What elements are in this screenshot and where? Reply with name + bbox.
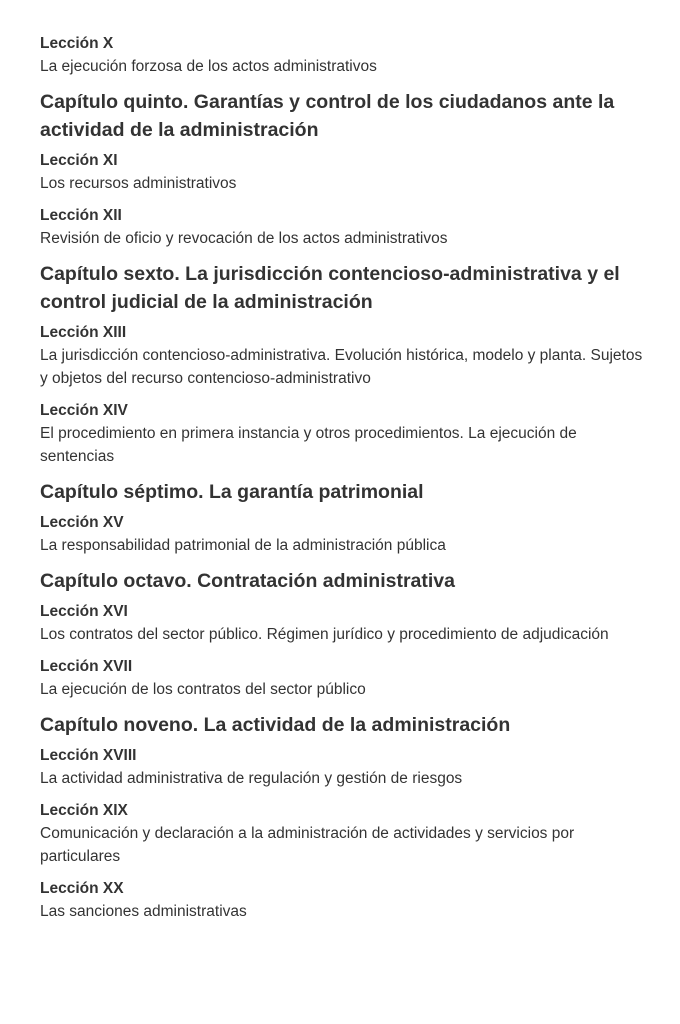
lesson-entry (40, 150, 650, 195)
lesson-title: Lección XVII (40, 658, 133, 675)
chapter-title: Capítulo quinto. Garantías y control de los ciudadanos ante la actividad de la administración (40, 91, 615, 141)
lesson-title: Lección XIV (40, 402, 128, 419)
lesson-description: El procedimiento en primera instancia y otros procedimientos. La ejecución de sentencias (40, 425, 577, 465)
lesson-entry (40, 878, 650, 923)
lesson-description: La actividad administrativa de regulación y gestión de riesgos (40, 770, 463, 787)
lesson-entry (40, 33, 650, 78)
lesson-description: La ejecución forzosa de los actos administrativos (40, 58, 377, 75)
lesson-entry (40, 400, 650, 468)
chapter-title: Capítulo séptimo. La garantía patrimonial (40, 481, 424, 503)
chapter-title: Capítulo noveno. La actividad de la administración (40, 714, 511, 736)
lesson-description: Los contratos del sector público. Régimen jurídico y procedimiento de adjudicación (40, 626, 609, 643)
lesson-title: Lección XIX (40, 802, 128, 819)
lesson-title: Lección XII (40, 207, 122, 224)
lesson-entry (40, 512, 650, 557)
chapter-title: Capítulo sexto. La jurisdicción contencioso-administrativa y el control judicial de la administración (40, 263, 620, 313)
lesson-title: Lección XX (40, 880, 124, 897)
lesson-description: La ejecución de los contratos del sector público (40, 681, 366, 698)
lesson-title: Lección XIII (40, 324, 127, 341)
chapter-title: Capítulo octavo. Contratación administrativa (40, 570, 455, 592)
lesson-entry (40, 322, 650, 390)
lesson-entry (40, 745, 650, 790)
lesson-description: Las sanciones administrativas (40, 903, 247, 920)
lesson-description: La responsabilidad patrimonial de la administración pública (40, 537, 446, 554)
lesson-description: La jurisdicción contencioso-administrativa. Evolución histórica, modelo y planta. Sujetos y objetos del recurso contencioso-administrativo (40, 347, 643, 387)
lesson-title: Lección X (40, 35, 114, 52)
lesson-entry (40, 601, 650, 646)
lesson-title: Lección XI (40, 152, 118, 169)
lesson-title: Lección XVIII (40, 747, 137, 764)
lesson-entry (40, 205, 650, 250)
lesson-entry (40, 800, 650, 868)
lesson-title: Lección XV (40, 514, 124, 531)
lesson-description: Revisión de oficio y revocación de los actos administrativos (40, 230, 448, 247)
lesson-description: Comunicación y declaración a la administración de actividades y servicios por particulares (40, 825, 575, 865)
lesson-entry (40, 656, 650, 701)
lesson-description: Los recursos administrativos (40, 175, 237, 192)
table-of-contents (40, 33, 650, 933)
lesson-title: Lección XVI (40, 603, 128, 620)
